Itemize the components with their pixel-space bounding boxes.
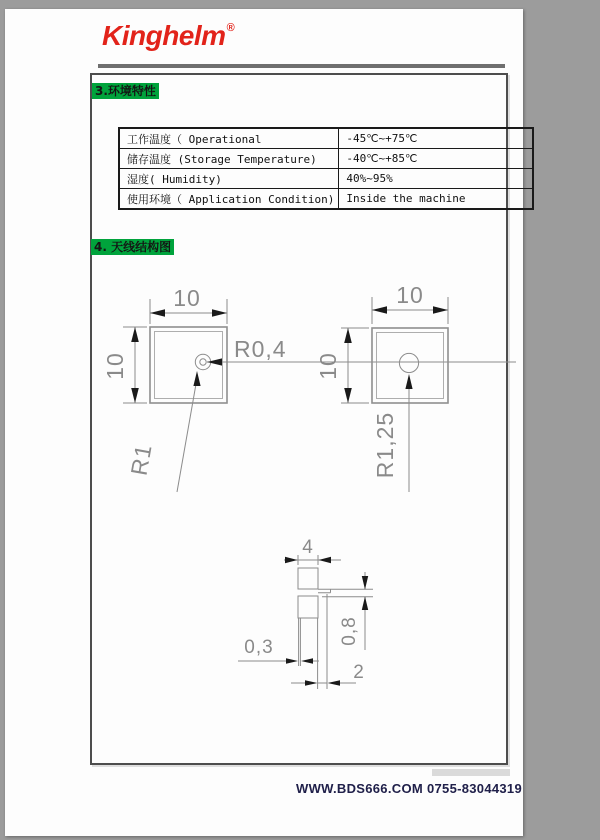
table-cell-value: -45℃~+75℃ [339,128,534,149]
table-row [119,128,533,149]
back-height-label: 10 [315,352,341,380]
table-cell-label: 使用环境（ Application Condition) [119,189,339,210]
front-hole-radius-label: R0,4 [234,336,287,362]
environment-table [118,127,534,210]
table-cell-label: 工作温度（ Operational [119,128,339,149]
registered-mark: ® [226,22,235,34]
table-cell-value: -40℃~+85℃ [339,149,534,169]
side-thickness-label: 4 [302,537,314,558]
table-row [119,149,533,169]
side-pin-diameter-label: 0,3 [244,637,274,658]
table-cell-label: 湿度( Humidity) [119,169,339,189]
front-width-label: 10 [173,285,201,311]
scan-artifact [432,769,510,776]
brand-name: Kinghelm [102,20,226,51]
side-pin-length-label: 2 [353,662,365,683]
footer-website: WWW.BDS666.COM [296,781,423,796]
table-cell-value: 40%~95% [339,169,534,189]
front-height-label: 10 [102,352,128,380]
section-heading-structure: 4. 天线结构图 [91,239,174,255]
front-pin-radius-label: R1 [125,441,157,478]
kinghelm-logo [102,20,234,52]
table-row [119,189,533,210]
header-divider [98,64,505,68]
table-cell-value: Inside the machine [339,189,534,210]
side-gap-label: 0,8 [339,616,360,646]
back-pin-radius-label: R1,25 [372,411,398,479]
back-width-label: 10 [396,282,424,308]
section-heading-environment: 3.环境特性 [92,83,159,99]
table-cell-label: 储存温度 (Storage Temperature) [119,149,339,169]
footer-phone: 0755-83044319 [427,781,522,796]
table-row [119,169,533,189]
